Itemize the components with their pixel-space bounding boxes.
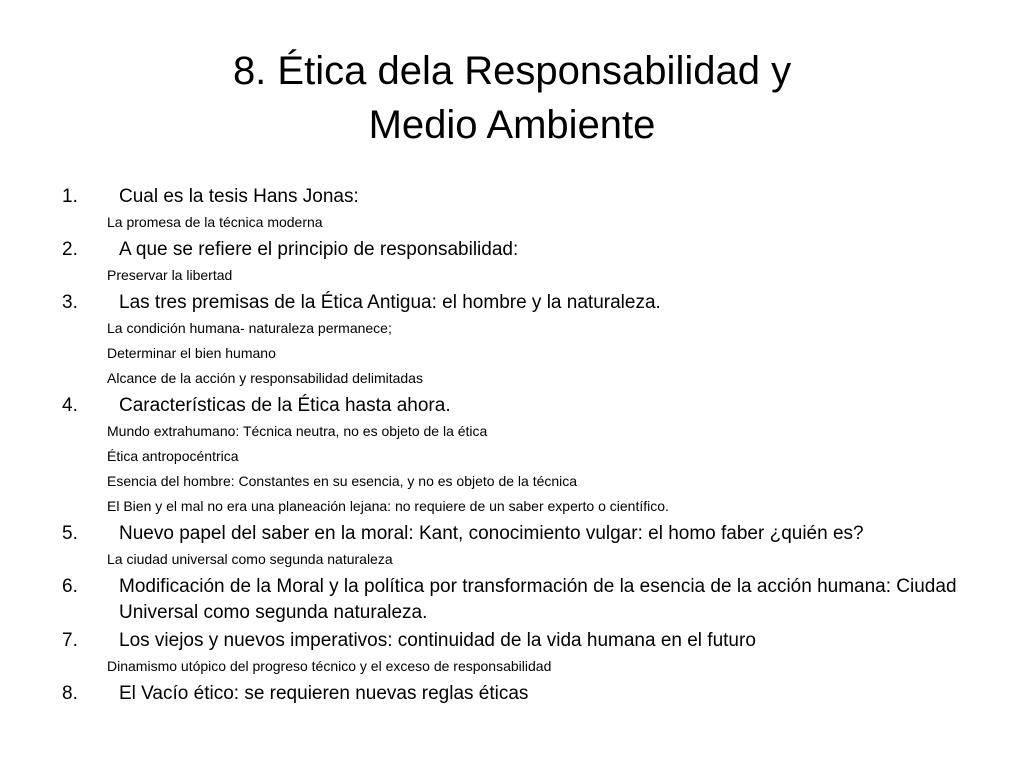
list-item-text: A que se refiere el principio de responsabilidad: (119, 239, 519, 260)
sub-item: La condición humana- naturaleza permanece; (107, 320, 392, 336)
list-item-number: 4. (62, 395, 78, 416)
list-item (62, 628, 992, 654)
list-item-number: 7. (62, 630, 78, 651)
list-item-number: 1. (62, 186, 78, 207)
sub-item: La ciudad universal como segunda naturaleza (107, 551, 393, 567)
sub-item: Mundo extrahumano: Técnica neutra, no es objeto de la ética (107, 423, 488, 439)
sub-item: La promesa de la técnica moderna (107, 214, 323, 230)
list-item-text: Nuevo papel del saber en la moral: Kant, conocimiento vulgar: el homo faber ¿quién es? (119, 523, 864, 544)
list-item (62, 184, 992, 210)
list-item-text: El Vacío ético: se requieren nuevas reglas éticas (119, 683, 529, 704)
slide-title-line-2: Medio Ambiente (368, 103, 656, 147)
sub-item: Alcance de la acción y responsabilidad delimitadas (107, 370, 423, 386)
sub-item: Esencia del hombre: Constantes en su esencia, y no es objeto de la técnica (107, 473, 578, 489)
list-item-text: Los viejos y nuevos imperativos: continuidad de la vida humana en el futuro (119, 630, 756, 651)
list-item-number: 2. (62, 239, 78, 260)
list-item-text: Las tres premisas de la Ética Antigua: el hombre y la naturaleza. (119, 292, 661, 313)
list-item (62, 290, 992, 316)
list-item (62, 521, 992, 547)
sub-item: Dinamismo utópico del progreso técnico y el exceso de responsabilidad (107, 658, 552, 674)
list-item-text: Cual es la tesis Hans Jonas: (119, 186, 359, 207)
slide-title (0, 44, 1024, 152)
list-item (62, 574, 992, 626)
numbered-list (62, 184, 992, 707)
list-item-number: 3. (62, 292, 78, 313)
list-item-number: 5. (62, 523, 78, 544)
list-item (62, 393, 992, 419)
sub-item: Determinar el bien humano (107, 345, 276, 361)
list-item (62, 681, 992, 707)
slide-title-line-1: 8. Ética dela Responsabilidad y (232, 49, 792, 93)
list-item-text: Modificación de la Moral y la política por transformación de la esencia de la acción humana: Ciudad Universal como segunda naturaleza. (119, 576, 957, 623)
list-item (62, 237, 992, 263)
sub-item: Preservar la libertad (107, 267, 233, 283)
list-item-number: 6. (62, 576, 78, 597)
sub-item: Ética antropocéntrica (107, 448, 239, 464)
sub-item: El Bien y el mal no era una planeación lejana: no requiere de un saber experto o científico. (107, 498, 669, 514)
list-item-text: Características de la Ética hasta ahora. (119, 395, 451, 416)
list-item-number: 8. (62, 683, 78, 704)
